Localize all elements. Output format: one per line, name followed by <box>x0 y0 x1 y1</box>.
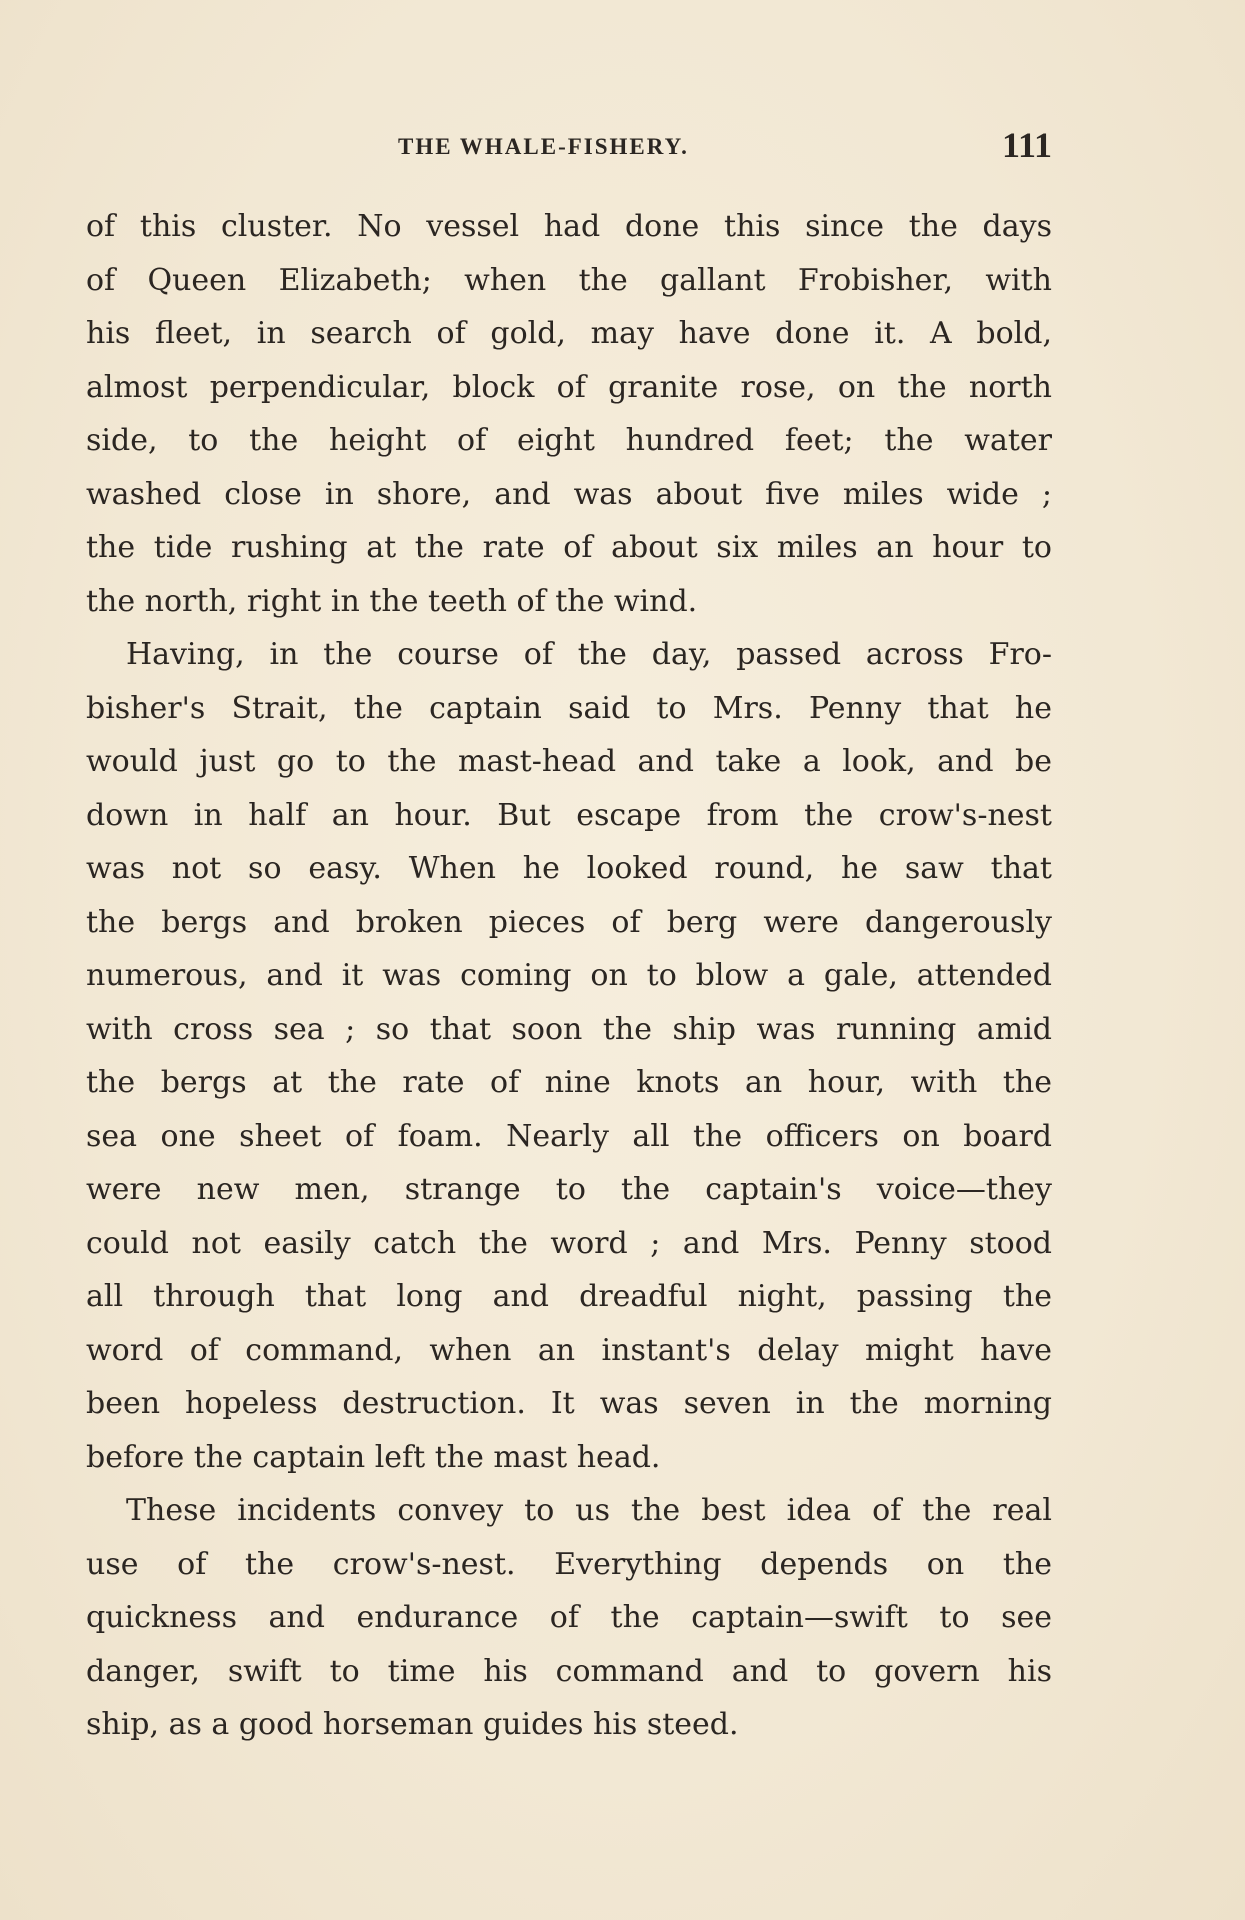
text-line: of Queen Elizabeth; when the gallant Frobisher, with <box>86 262 1052 298</box>
text-line: side, to the height of eight hundred feet; the water <box>86 423 1052 458</box>
text-line: Having, in the course of the day, passed across Fro- <box>126 637 1052 672</box>
text-line: danger, swift to time his command and to govern his <box>86 1653 1052 1689</box>
text-line: with cross sea ; so that soon the ship was running amid <box>86 1011 1052 1047</box>
text-line: was not so easy. When he looked round, he saw that <box>86 851 1052 886</box>
body-text <box>86 200 1052 1752</box>
text-line: numerous, and it was coming on to blow a gale, attended <box>86 958 1052 993</box>
text-line: could not easily catch the word ; and Mrs. Penny stood <box>86 1225 1052 1261</box>
text-line: of this cluster. No vessel had done this since the days <box>86 209 1052 244</box>
text-line: ship, as a good horseman guides his steed. <box>86 1707 739 1742</box>
text-line: use of the crow's-nest. Everything depends on the <box>86 1546 1052 1582</box>
text-line: were new men, strange to the captain's voice—they <box>86 1172 1052 1207</box>
page-header <box>86 124 1052 172</box>
running-title: THE WHALE-FISHERY. <box>398 134 689 159</box>
text-line: almost perpendicular, block of granite rose, on the north <box>86 369 1052 405</box>
text-line: the bergs and broken pieces of berg were dangerously <box>86 904 1052 940</box>
text-line: sea one sheet of foam. Nearly all the officers on board <box>86 1118 1052 1154</box>
text-line: word of command, when an instant's delay might have <box>86 1332 1052 1368</box>
text-line: the bergs at the rate of nine knots an hour, with the <box>86 1065 1052 1100</box>
text-line: his fleet, in search of gold, may have done it. A bold, <box>86 316 1052 351</box>
text-line: the north, right in the teeth of the wind. <box>86 583 698 619</box>
text-line: the tide rushing at the rate of about six miles an hour to <box>86 530 1052 565</box>
text-line: quickness and endurance of the captain—swift to see <box>86 1600 1052 1635</box>
text-line: been hopeless destruction. It was seven in the morning <box>86 1386 1052 1421</box>
text-line: would just go to the mast-head and take a look, and be <box>86 744 1052 779</box>
text-line: washed close in shore, and was about five miles wide ; <box>86 476 1052 512</box>
page-number: 111 <box>1001 125 1052 165</box>
text-line: bisher's Strait, the captain said to Mrs. Penny that he <box>86 690 1052 726</box>
text-line: down in half an hour. But escape from the crow's-nest <box>86 797 1052 833</box>
text-line: before the captain left the mast head. <box>86 1439 661 1475</box>
text-line: all through that long and dreadful night, passing the <box>86 1279 1052 1314</box>
text-line: These incidents convey to us the best idea of the real <box>126 1493 1052 1528</box>
